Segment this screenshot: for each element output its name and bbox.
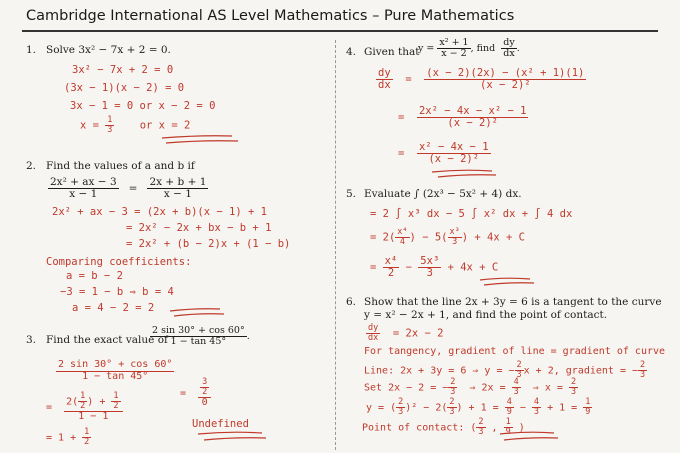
q3-working-fraction: $\frac{2 \sin 30^\circ + \cos 60^\circ}{1 - \tan 45^\circ}$ xyxy=(58,359,173,382)
q4-given-expression: y = $\frac{\text{x² + 1}}{x - 2}$ , find $\frac{dy}{dx}$ . xyxy=(418,37,520,59)
q2-line-6: −3 = 1 − b ⇒ b = 4 xyxy=(60,286,174,298)
q2-prompt: Find the values of a and b if xyxy=(46,160,195,172)
q3-substituted-fraction: 2( $\frac{1}{2}$ ) + $\frac{1}{2}$ 1 − 1 xyxy=(64,392,122,422)
title-underline xyxy=(22,30,658,32)
q3-step-3: = $\frac{\frac{3}{2}}{0}$ xyxy=(180,378,211,408)
q6-line-3: Line: 2x + 3y = 6 ⇒ y = − $\frac{2}{3}$ x + 2, gradient = − $\frac{2}{3}$ xyxy=(364,360,646,380)
q5-line-1: = 2 ∫ x³ dx − 5 ∫ x² dx + ∫ 4 dx xyxy=(370,208,573,220)
q3-answer: Undefined xyxy=(192,418,249,430)
q6-line-5: y = ( $\frac{2}{3}$ )² − 2( $\frac{2}{3}$ ) + 1 = $\frac{4}{9}$ − $\frac{4}{3}$ + 1 = $\frac{1}{9}$ xyxy=(366,397,591,417)
q4-line-2: = $\frac{\text{2x² − 4x − x² − 1}}{\text{(x − 2)²}}$ xyxy=(398,105,527,130)
q4-answer-underline xyxy=(430,168,500,180)
q3-number: 3. xyxy=(26,334,37,346)
q1-line-1: 3x² − 7x + 2 = 0 xyxy=(72,64,174,76)
q2-line-2: = 2x² − 2x + bx − b + 1 xyxy=(126,222,272,234)
q6-line-2: For tangency, gradient of line = gradient of curve xyxy=(364,346,666,357)
q1-fraction-one-third: $\frac{1}{3}$ xyxy=(107,115,113,135)
q4-dy-dx: $\frac{dy}{dx}$ xyxy=(378,67,391,92)
q5-line-3: = $\frac{\text{x⁴}}{2}$ − $\frac{\text{5x³}}{3}$ + 4x + C xyxy=(370,255,499,280)
q2-line-5: a = b − 2 xyxy=(66,270,123,282)
q5-number: 5. xyxy=(346,188,357,200)
q2-equals: = xyxy=(128,182,138,195)
q3-step-4: = 1 + $\frac{1}{2}$ xyxy=(46,427,90,447)
q6-number: 6. xyxy=(346,296,357,308)
q1-x-equals: x = xyxy=(80,119,99,132)
q6-line-4: Set 2x − 2 = − $\frac{2}{3}$ ⇒ 2x = $\frac{4}{3}$ ⇒ x = $\frac{2}{3}$ xyxy=(364,377,577,397)
q4-quotient-rule: $\frac{\text{(x − 2)(2x) − (x² + 1)(1)}}{\text{(x − 2)²}}$ xyxy=(426,67,585,92)
q6-prompt-line-1: Show that the line 2x + 3y = 6 is a tangent to the curve xyxy=(364,296,662,308)
q3-result-fraction: $\frac{\frac{3}{2}}{0}$ xyxy=(198,378,211,408)
q3-prompt-expression: $\frac{2 \sin 30^\circ + \cos 60^\circ}{1 - \tan 45^\circ}$ . xyxy=(152,325,250,347)
page-title: Cambridge International AS Level Mathematics – Pure Mathematics xyxy=(26,8,515,24)
column-divider xyxy=(335,40,336,450)
q6-prompt-line-2: y = x² − 2x + 1, and find the point of contact. xyxy=(364,309,608,321)
q6-line-6: Point of contact: ( $\frac{2}{3}$ , $\frac{1}{9}$ ) xyxy=(362,417,525,437)
q5-prompt: Evaluate ∫ (2x³ − 5x² + 4) dx. xyxy=(364,188,522,200)
q2-given-equation xyxy=(48,177,208,200)
q6-answer-underline xyxy=(498,430,562,444)
q1-number: 1. xyxy=(26,44,37,56)
q3-answer-underline xyxy=(196,430,268,444)
q2-number: 2. xyxy=(26,160,37,172)
q1-or-x2: or x = 2 xyxy=(139,119,191,132)
q2-line-7: a = 4 − 2 = 2 xyxy=(72,302,155,314)
q4-number: 4. xyxy=(346,46,357,58)
q1-line-3: 3x − 1 = 0 or x − 2 = 0 xyxy=(70,100,216,112)
q5-answer-underline xyxy=(478,276,538,288)
q2-lhs-fraction: $\frac{\text{2x² + ax − 3}}{x - 1}$ xyxy=(50,176,117,201)
q2-answer-underline xyxy=(168,306,228,320)
q4-prompt: Given that xyxy=(364,46,420,58)
q6-line-1: $\frac{dy}{dx}$ = 2x − 2 xyxy=(368,323,444,343)
q2-line-4: Comparing coefficients: xyxy=(46,256,192,268)
q4-line-1: $\frac{dy}{dx}$ = $\frac{\text{(x − 2)(2x) − (x² + 1)(1)}}{\text{(x − 2)²}}$ xyxy=(378,67,585,92)
q1-answer-underline xyxy=(160,132,240,148)
q2-rhs-fraction: $\frac{2x + b + 1}{x - 1}$ xyxy=(149,176,207,201)
q5-line-2: = 2( $\frac{\text{x⁴}}{4}$ ) − 5( $\frac{\text{x³}}{3}$ ) + 4x + C xyxy=(370,227,525,247)
q2-line-1: 2x² + ax − 3 = (2x + b)(x − 1) + 1 xyxy=(52,206,267,218)
q3-prompt-fraction: $\frac{2 \sin 30^\circ + \cos 60^\circ}{1 - \tan 45^\circ}$ xyxy=(152,325,245,347)
q3-prompt: Find the exact value of xyxy=(46,334,168,346)
q3-step-2: = 2( $\frac{1}{2}$ ) + $\frac{1}{2}$ 1 − 1 xyxy=(46,392,123,422)
q1-line-2: (3x − 1)(x − 2) = 0 xyxy=(64,82,185,94)
q4-line-3: = $\frac{\text{x² − 4x − 1}}{\text{(x − 2)²}}$ xyxy=(398,141,489,166)
q2-line-3: = 2x² + (b − 2)x + (1 − b) xyxy=(126,238,291,250)
q1-prompt: Solve 3x² − 7x + 2 = 0. xyxy=(46,44,171,56)
